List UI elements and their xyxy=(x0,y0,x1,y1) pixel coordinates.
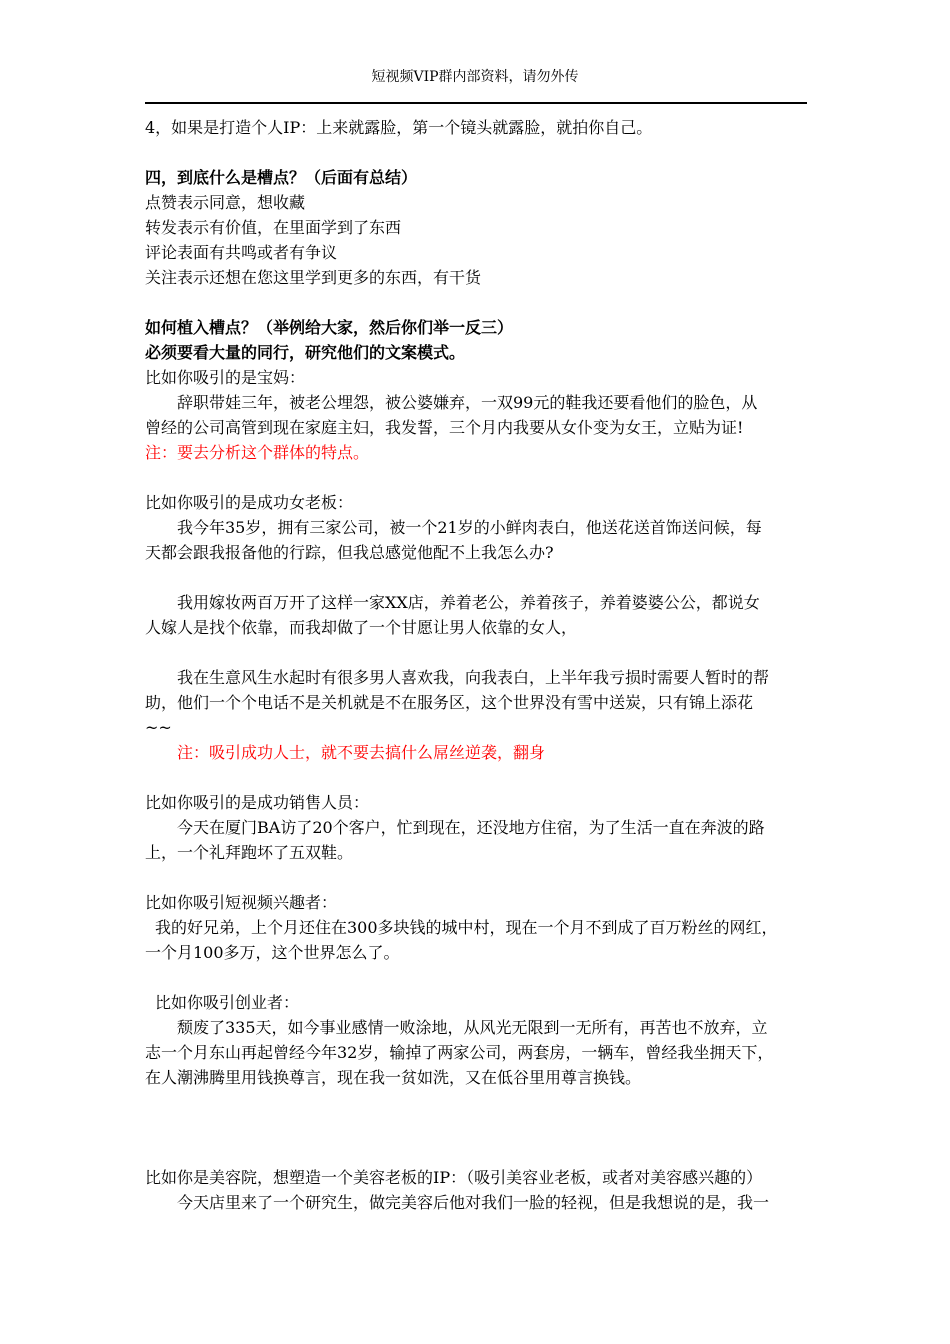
example-text: 助，他们一个个电话不是关机就是不在服务区，这个世界没有雪中送炭，只有锦上添花 xyxy=(145,693,754,712)
example-text: 上，一个礼拜跑坏了五双鞋。 xyxy=(145,843,354,862)
example-text: 天都会跟我报备他的行踪，但我总感觉他配不上我怎么办? xyxy=(145,543,554,562)
example-title: 比如你吸引的是成功女老板： xyxy=(145,493,354,512)
example-text: ~~ xyxy=(145,718,172,737)
example-text: 辞职带娃三年，被老公埋怨，被公婆嫌弃，一双99元的鞋我还要看他们的脸色，从 xyxy=(177,393,758,412)
example-text: 我用嫁妆两百万开了这样一家XX店，养着老公，养着孩子，养着婆婆公公，都说女 xyxy=(177,593,760,612)
page-header: 短视频VIP群内部资料，请勿外传 xyxy=(371,69,579,85)
document-body xyxy=(145,115,817,1215)
example-text: 我今年35岁，拥有三家公司，被一个21岁的小鲜肉表白，他送花送首饰送问候，每 xyxy=(177,518,762,537)
example-text: 今天店里来了一个研究生，做完美容后他对我们一脸的轻视，但是我想说的是，我一 xyxy=(177,1193,770,1212)
example-title: 比如你吸引创业者： xyxy=(155,993,300,1012)
red-note: 注：吸引成功人士，就不要去搞什么屌丝逆袭，翻身 xyxy=(177,743,546,762)
example-title: 比如你吸引的是宝妈： xyxy=(145,368,306,387)
example-text: 我在生意风生水起时有很多男人喜欢我，向我表白，上半年我亏损时需要人暂时的帮 xyxy=(177,668,770,687)
paragraph-line: 关注表示还想在您这里学到更多的东西，有干货 xyxy=(145,268,482,287)
section-heading: 必须要看大量的同行，研究他们的文案模式。 xyxy=(145,343,466,362)
example-text: 曾经的公司高管到现在家庭主妇，我发誓，三个月内我要从女仆变为女王，立贴为证! xyxy=(145,418,744,437)
blank-line xyxy=(145,140,817,165)
header-divider xyxy=(145,102,807,104)
example-text: 颓废了335天，如今事业感情一败涂地，从风光无限到一无所有，再苦也不放弃，立 xyxy=(177,1018,768,1037)
example-text: 人嫁人是找个依靠，而我却做了一个甘愿让男人依靠的女人， xyxy=(145,618,578,637)
example-title: 比如你吸引短视频兴趣者： xyxy=(145,893,338,912)
red-note: 注：要去分析这个群体的特点。 xyxy=(145,443,370,462)
paragraph-line: 评论表面有共鸣或者有争议 xyxy=(145,243,338,262)
example-text: 在人潮沸腾里用钱换尊言，现在我一贫如洗，又在低谷里用尊言换钱。 xyxy=(145,1068,642,1087)
example-title: 比如你是美容院，想塑造一个美容老板的IP：（吸引美容业老板，或者对美容感兴趣的） xyxy=(145,1168,763,1187)
example-title: 比如你吸引的是成功销售人员： xyxy=(145,793,370,812)
section-heading: 四，到底什么是槽点？（后面有总结） xyxy=(145,168,418,187)
section-heading: 如何植入槽点？（举例给大家，然后你们举一反三） xyxy=(145,318,514,337)
example-text: 今天在厦门BA访了20个客户，忙到现在，还没地方住宿，为了生活一直在奔波的路 xyxy=(177,818,765,837)
blank-line xyxy=(145,765,817,790)
blank-line xyxy=(145,640,817,665)
blank-line xyxy=(145,1140,817,1165)
blank-line xyxy=(145,465,817,490)
blank-line xyxy=(145,290,817,315)
blank-line xyxy=(145,865,817,890)
example-text: 志一个月东山再起曾经今年32岁，输掉了两家公司，两套房，一辆车，曾经我坐拥天下， xyxy=(145,1043,774,1062)
example-text: 我的好兄弟，上个月还住在300多块钱的城中村，现在一个月不到成了百万粉丝的网红， xyxy=(155,918,778,937)
blank-line xyxy=(145,1090,817,1140)
blank-line xyxy=(145,565,817,590)
paragraph-line: 转发表示有价值，在里面学到了东西 xyxy=(145,218,402,237)
blank-line xyxy=(145,965,817,990)
example-text: 一个月100多万，这个世界怎么了。 xyxy=(145,943,400,962)
paragraph-line: 点赞表示同意，想收藏 xyxy=(145,193,306,212)
paragraph-line: 4，如果是打造个人IP：上来就露脸，第一个镜头就露脸，就拍你自己。 xyxy=(145,118,653,137)
